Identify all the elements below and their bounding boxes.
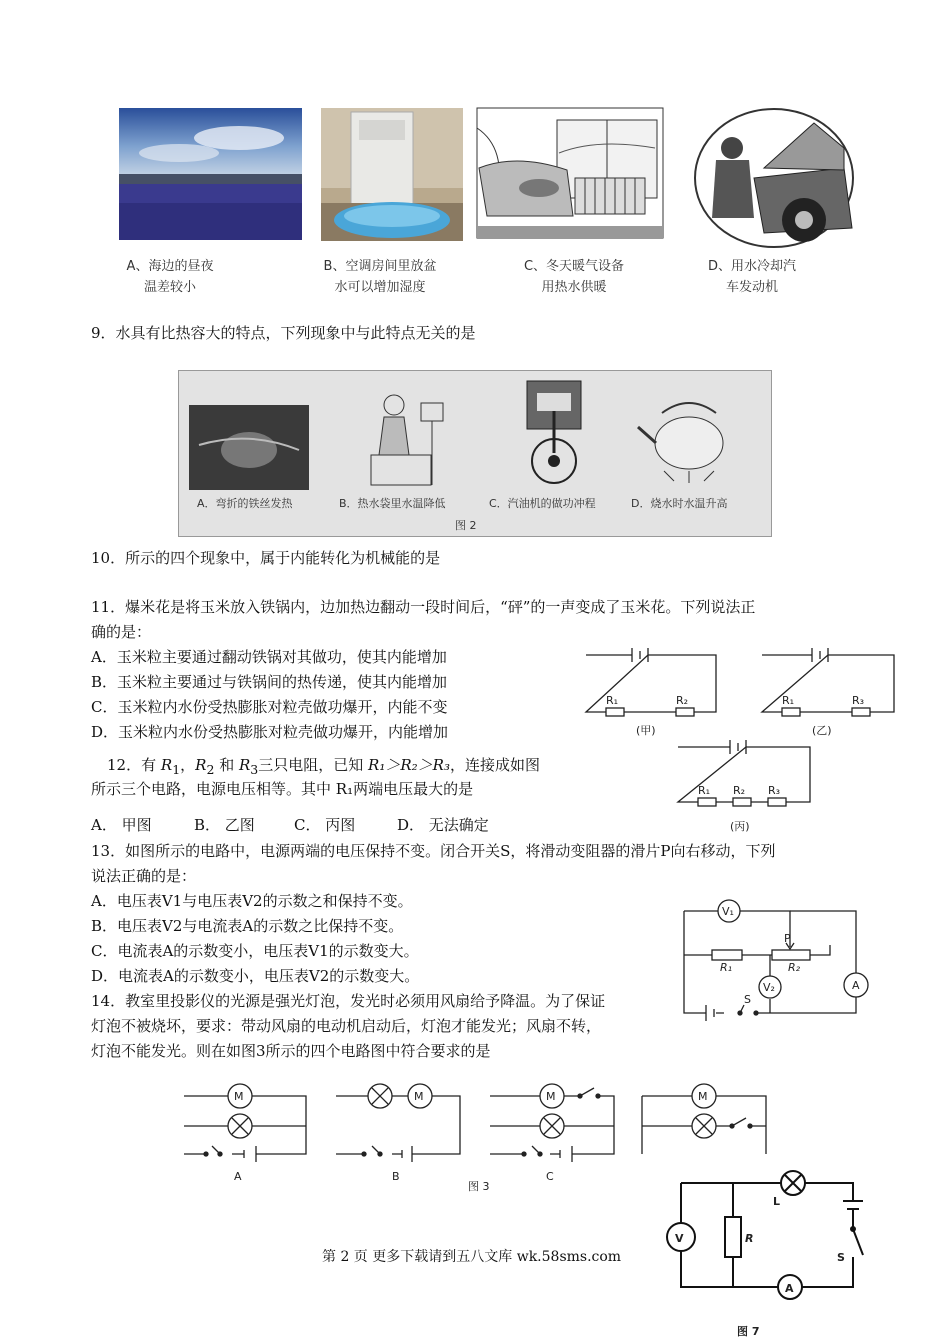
q12-option-d: D． 无法确定 [397,816,489,834]
photo-seaside [119,108,302,240]
question-11-option-b: B．玉米粒主要通过与铁锅间的热传递，使其内能增加 [91,673,448,691]
caption-a-line2: 温差较小 [143,280,196,295]
fig3-c-motor-label: M [546,1090,556,1103]
circuit-yi-label: (乙) [812,724,832,737]
yi-r1-label: R₁ [782,694,795,707]
fig7-title: 图 7 [737,1325,760,1338]
q13-circuit [680,895,860,1025]
question-11-option-c: C．玉米粒内水份受热膨胀对粒壳做功爆开，内能不变 [91,698,448,716]
q12-circuits [580,642,900,837]
fig3-a-label: A [234,1170,242,1183]
fig7-s-label: S [837,1251,845,1264]
question-14-line2: 灯泡不被烧坏，要求：带动风扇的电动机启动后，灯泡才能发光；风扇不转， [91,1017,602,1035]
caption-d-line1: D、用水冷却汽 [707,259,796,274]
fig7-l-label: L [773,1195,781,1208]
q12-text1: 有 [141,756,157,774]
question-12-line2: 所示三个电路，电源电压相等。其中 R₁两端电压最大的是 [91,780,474,798]
page-footer: 第 2 页 更多下载请到五八文库 wk.58sms.com [322,1249,622,1265]
q12-sep: ， [180,756,196,774]
q12-r1-sub: 1 [172,762,181,777]
bing-r1-label: R₁ [698,784,711,797]
yi-r3-label: R₃ [852,694,865,707]
question-11-option-a: A．玉米粒主要通过翻动铁锅对其做功，使其内能增加 [91,648,447,666]
q12-option-c: C． 丙图 [294,816,356,834]
q12-r1: R [160,756,173,774]
question-13-line1: 13．如图所示的电路中，电源两端的电压保持不变。闭合开关S，将滑动变阻器的滑片P向右移动，下列 [91,842,776,860]
q13-a-label: A [852,979,860,992]
fig7-r-label: R [745,1232,754,1245]
question-13-option-c: C．电流表A的示数变小，电压表V1的示数变大。 [91,942,419,960]
drawing-hot-water-bag [349,385,449,490]
photo-bent-wire [189,405,309,490]
drawing-engine-stroke [517,373,591,491]
question-13-line2: 说法正确的是： [91,867,197,885]
figure-7-circuit [655,1165,885,1338]
caption-c-line1: C、冬天暖气设备 [523,259,625,274]
question-12-line1 [107,756,540,779]
figure2-caption-c: C．汽油机的做功冲程 [489,497,596,510]
q12-r2: R [195,756,207,774]
question-11-option-d: D．玉米粒内水份受热膨胀对粒壳做功爆开，内能增加 [91,723,449,741]
question-11-line1: 11．爆米花是将玉米放入铁锅内，边加热边翻动一段时间后，“砰”的一声变成了玉米花。下列说法正 [91,598,756,616]
circuit-jia-label: (甲) [636,724,656,737]
q12-r3: R [238,756,251,774]
figure2-caption-a: A．弯折的铁丝发热 [197,497,293,510]
question-11-line2: 确的是： [91,623,152,641]
fig3-c-label: C [546,1170,554,1183]
figure2-title: 图 2 [455,519,477,532]
q13-v1-label: V₁ [722,905,734,918]
q12-number: 12． [107,756,142,774]
q12-r3-sub: 3 [250,762,259,777]
figure2-caption-b: B．热水袋里水温降低 [339,497,446,510]
q12-and: 和 [219,756,235,774]
question-13-option-a: A．电压表V1与电压表V2的示数之和保持不变。 [91,892,413,910]
photo-aircon-basin [321,108,463,241]
jia-r2-label: R₂ [676,694,689,707]
q12-comparison: R₁＞R₂＞R₃ [368,756,450,774]
caption-c-line2: 用热水供暖 [541,280,607,295]
caption-b-line2: 水可以增加湿度 [334,280,426,295]
drawing-kettle [634,393,734,483]
fig3-b-label: B [392,1170,400,1183]
bing-r3-label: R₃ [768,784,781,797]
q12-r2-sub: 2 [206,762,215,777]
question-10: 10．所示的四个现象中，属于内能转化为机械能的是 [91,549,441,567]
drawing-radiator-room [477,108,663,238]
question-13-option-b: B．电压表V2与电流表A的示数之比保持不变。 [91,917,404,935]
caption-d-line2: 车发动机 [725,280,778,295]
q13-r1-label: R₁ [720,961,733,974]
drawing-car-engine [694,108,855,248]
question-14-line1: 14．教室里投影仪的光源是强光灯泡，发光时必须用风扇给予降温。为了保证 [91,992,606,1010]
figure2-caption-d: D．烧水时水温升高 [631,497,728,510]
jia-r1-label: R₁ [606,694,619,707]
q12-text3: ，连接成如图 [449,756,540,774]
caption-b-line1: B、空调房间里放盆 [323,259,437,274]
fig7-v-label: V [675,1232,684,1245]
question-13-option-d: D．电流表A的示数变小，电压表V2的示数变大。 [91,967,420,985]
fig3-title: 图 3 [468,1180,490,1193]
q12-option-a: A． 甲图 [91,816,152,834]
q13-v2-label: V₂ [763,981,775,994]
caption-a-line1: A、海边的昼夜 [126,259,214,274]
q13-s-label: S [744,993,751,1006]
q13-r2-label: R₂ [788,961,801,974]
fig7-a-label: A [785,1282,794,1295]
circuit-bing-label: (丙) [730,820,750,833]
q13-p-label: P [784,932,791,945]
bing-r2-label: R₂ [733,784,746,797]
q12-text2: 三只电阻，已知 [258,756,364,774]
figure-2 [178,370,772,537]
question-9: 9．水具有比热容大的特点，下列现象中与此特点无关的是 [91,324,476,342]
q12-option-b: B． 乙图 [194,816,255,834]
question-14-line3: 灯泡不能发光。则在如图3所示的四个电路图中符合要求的是 [91,1042,491,1060]
fig3-d-motor-label: M [698,1090,708,1103]
fig3-a-motor-label: M [234,1090,244,1103]
fig3-b-motor-label: M [414,1090,424,1103]
